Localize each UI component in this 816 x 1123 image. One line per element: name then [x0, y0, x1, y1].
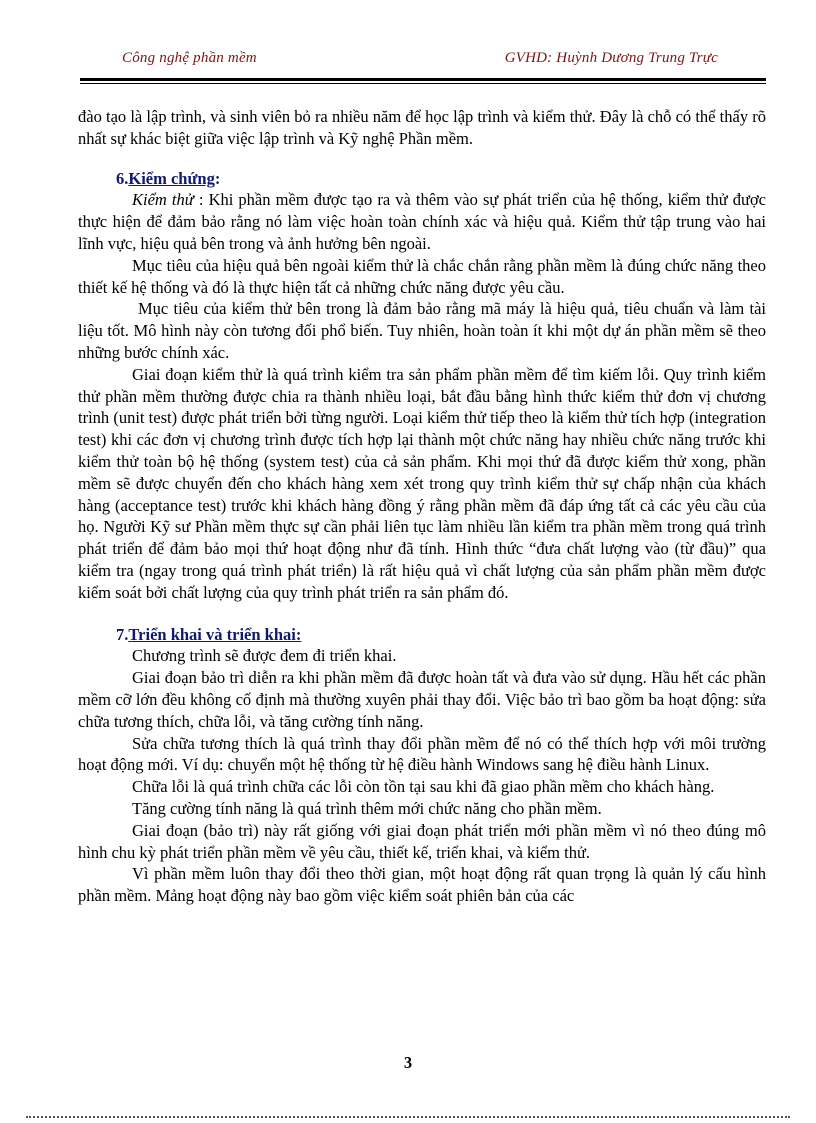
- section-7-title: Triển khai và triển khai:: [128, 624, 302, 644]
- section-7-paragraph-5: Tăng cường tính năng là quá trình thêm mới chức năng cho phần mềm.: [132, 798, 602, 818]
- term-kiem-thu: Kiểm thử: [132, 190, 194, 210]
- section-6-paragraph-1-text: : Khi phần mềm được tạo ra và thêm vào sự phát triển của hệ thống, kiểm thử được thực hiện để đảm bảo rằng nó làm việc hoàn toàn chính xác và hiệu quả. Kiểm thử tập trung vào hai lĩnh vực, hiệu quả bên trong và ảnh hưởng bên ngoài.: [78, 190, 766, 253]
- section-7-paragraph-1: Chương trình sẽ được đem đi triển khai.: [132, 646, 397, 666]
- section-7-heading: [78, 624, 766, 646]
- section-6-paragraph-4: Giai đoạn kiểm thử là quá trình kiểm tra sản phẩm phần mềm để tìm kiếm lỗi. Quy trình kiểm thử phần mềm thường được chia ra thành nhiều loại, bắt đầu bằng hình thức kiểm thử đơn vị chương trình (unit test) được phát triển bởi từng người. Loại kiểm thử tiếp theo là kiểm thử tích hợp (integration test) khi các đơn vị chương trình được tích hợp lại thành một chức năng hay nhiều chức năng trước khi kiểm thử toàn bộ hệ thống (system test) của cả sản phẩm. Khi mọi thứ đã được kiểm thử xong, phần mềm sẽ được chuyển đến cho khách hàng xem xét trong quy trình kiểm thử sự chấp nhận của khách hàng (acceptance test) trước khi khách hàng đồng ý rằng phần mềm đã đáp ứng tất cả các yêu cầu của họ. Người Kỹ sư Phần mềm thực sự cần phải liên tục làm nhiều lần kiểm tra phần mềm trong quá trình phát triển để đảm bảo mọi thứ hoạt động như đã tính. Hình thức “đưa chất lượng vào (từ đầu)” qua kiểm tra (ngay trong quá trình phát triển) là rất hiệu quả vì chất lượng của sản phẩm phần mềm được kiểm soát bởi chất lượng của quy trình phát triển ra sản phẩm đó.: [78, 364, 766, 602]
- page-number: 3: [403, 1053, 413, 1072]
- section-7-paragraph-6: Giai đoạn (bảo trì) này rất giống với giai đoạn phát triển mới phần mềm vì nó theo đúng mô hình chu kỳ phát triển phần mềm về yêu cầu, thiết kế, triển khai, và kiểm thử.: [78, 820, 766, 862]
- section-6-number: 6.: [116, 168, 129, 188]
- intro-paragraph: đào tạo là lập trình, và sinh viên bỏ ra nhiều năm để học lập trình và kiểm thử. Đây là chỗ có thể thấy rõ nhất sự khác biệt giữa việc lập trình và Kỹ nghệ Phần mềm.: [78, 107, 766, 148]
- section-7-paragraph-3: Sửa chữa tương thích là quá trình thay đổi phần mềm để nó có thể thích hợp với môi trường hoạt động mới. Ví dụ: chuyển một hệ thống từ hệ điều hành Windows sang hệ điều hành Linux.: [78, 733, 766, 775]
- section-6-paragraph-2: Mục tiêu của hiệu quả bên ngoài kiểm thử là chắc chắn rằng phần mềm là đúng chức năng theo thiết kế hệ thống và đó là thực hiện tất cả những chức năng được yêu cầu.: [78, 255, 766, 297]
- header-course-title: Công nghệ phần mềm: [122, 50, 257, 66]
- section-6-title: Kiểm chứng: [128, 168, 215, 188]
- section-7-paragraph-2: Giai đoạn bảo trì diễn ra khi phần mềm đã được hoàn tất và đưa vào sử dụng. Hầu hết các phần mềm cỡ lớn đều không cố định mà thường xuyên phải thay đổi. Việc bảo trì bao gồm ba hoạt động: sửa chữa tương thích, chữa lỗi, và tăng cường tính năng.: [78, 668, 766, 731]
- header-instructor: GVHD: Huỳnh Dương Trung Trực: [504, 50, 718, 66]
- footer-dotted-rule: [26, 1116, 790, 1118]
- section-6-paragraph-3: Mục tiêu của kiểm thử bên trong là đảm bảo rằng mã máy là hiệu quả, tiêu chuẩn và làm tài liệu tốt. Mô hình này còn tương đối phổ biến. Tuy nhiên, hoàn toàn ít khi một dự án phần mềm sẽ theo những bước chính xác.: [78, 299, 766, 362]
- section-7-paragraph-7: Vì phần mềm luôn thay đổi theo thời gian, một hoạt động rất quan trọng là quản lý cấu hình phần mềm. Mảng hoạt động này bao gồm việc kiểm soát phiên bản của các: [78, 864, 766, 906]
- header-rule-thin: [80, 83, 766, 84]
- header-rule-thick: [80, 78, 766, 81]
- page-header: [80, 38, 766, 78]
- section-6-colon: :: [214, 168, 221, 188]
- section-6-heading: [78, 168, 766, 190]
- section-7-paragraph-4: Chữa lỗi là quá trình chữa các lỗi còn tồn tại sau khi đã giao phần mềm cho khách hàng.: [132, 777, 715, 797]
- section-6-paragraph-1: [78, 189, 766, 254]
- document-body: [78, 106, 766, 907]
- section-7-number: 7.: [116, 624, 129, 644]
